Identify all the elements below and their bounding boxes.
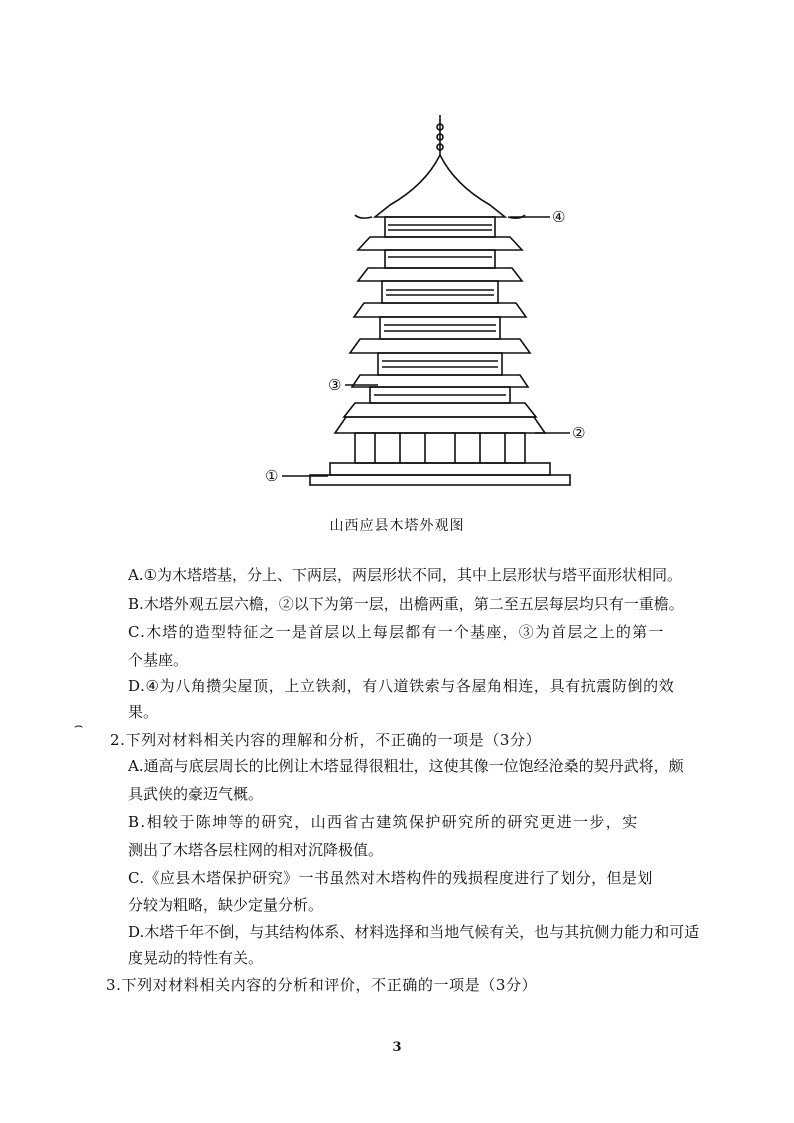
option-c-line2: 个基座。 [128, 651, 189, 669]
page-number: 3 [392, 1040, 402, 1055]
option-b-line1: B.木塔外观五层六檐，②以下为第一层，出檐两重，第二至五层每层均只有一重檐。 [128, 595, 684, 613]
q2-option-b-line1: B.相较于陈坤等的研究，山西省古建筑保护研究所的研究更进一步，实 [128, 813, 639, 831]
q2-option-b-line2: 测出了木塔各层柱网的相对沉降极值。 [128, 841, 384, 859]
q2-option-a-line2: 具武侠的豪迈气概。 [128, 785, 264, 803]
callout-label-3: ③ [328, 376, 342, 394]
option-d-line2: 果。 [128, 703, 159, 721]
figure-caption: 山西应县木塔外观图 [329, 518, 465, 534]
option-d-line1: D.④为八角攒尖屋顶，上立铁刹，有八道铁索与各屋角相连，具有抗震防倒的效 [128, 677, 675, 695]
option-a-line1: A.①为木塔塔基，分上、下两层，两层形状不同，其中上层形状与塔平面形状相同。 [128, 566, 683, 584]
callout-label-4: ④ [552, 208, 566, 226]
question-3-title: 3.下列对材料相关内容的分析和评价，不正确的一项是（3分） [106, 976, 538, 994]
q2-option-a-line1: A.通高与底层周长的比例让木塔显得很粗壮，这使其像一位饱经沧桑的契丹武将，颇 [128, 757, 684, 775]
q2-option-d-line1: D.木塔千年不倒，与其结构体系、材料选择和当地气候有关，也与其抗侧力能力和可适 [128, 923, 700, 941]
callout-label-1: ① [265, 467, 279, 485]
pagoda-illustration [260, 105, 620, 505]
option-c-line1: C.木塔的造型特征之一是首层以上每层都有一个基座，③为首层之上的第一 [128, 623, 665, 641]
q2-option-c-line1: C.《应县木塔保护研究》一书虽然对木塔构件的残损程度进行了划分，但是划 [128, 869, 653, 887]
callout-label-2: ② [572, 424, 586, 442]
question-2-title: 2.下列对材料相关内容的理解和分析，不正确的一项是（3分） [110, 731, 542, 749]
margin-mark: ⌢ [74, 718, 84, 734]
q2-option-d-line2: 度晃动的特性有关。 [128, 949, 264, 967]
q2-option-c-line2: 分较为粗略，缺少定量分析。 [128, 896, 324, 914]
